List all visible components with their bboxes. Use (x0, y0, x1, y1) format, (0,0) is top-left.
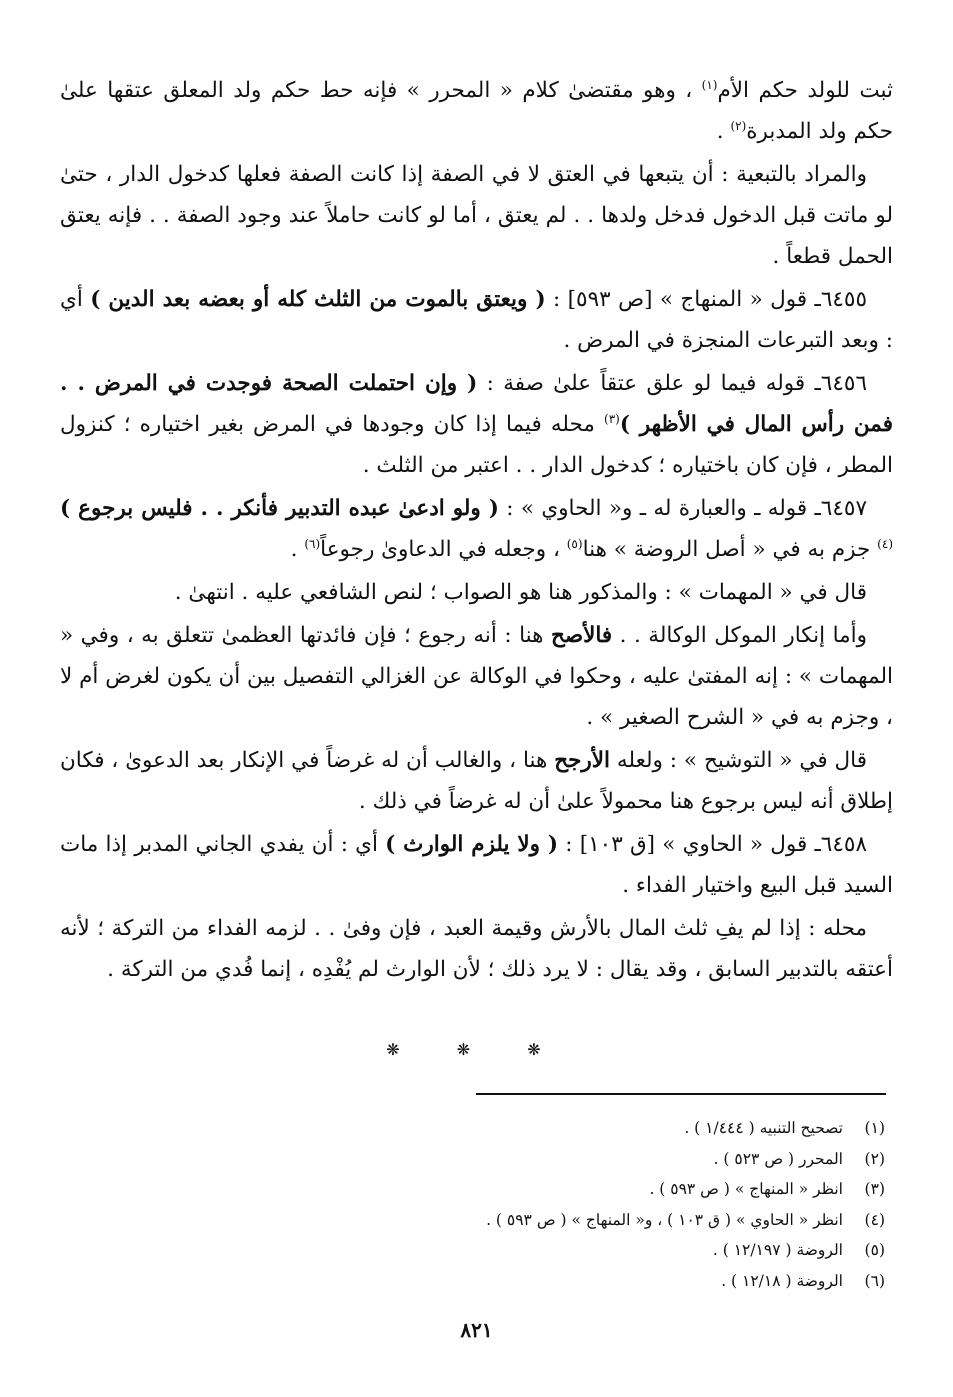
paragraph-6458 (60, 824, 893, 906)
quoted-text-bold: ( وإن احتملت الصحة فوجدت في المرض . . فمن رأس المال في الأظهر ) (60, 371, 893, 437)
footnote-text: انظر « الحاوي » ( ق ١٠٣ ) ، و« المنهاج » ( ص ٥٩٣ ) . (486, 1210, 843, 1229)
paragraph-muhimmat: قال في « المهمات » : والمذكور هنا هو الصواب ؛ لنص الشافعي عليه . انتهىٰ . (174, 580, 867, 605)
page-number: ٨٢١ (460, 1318, 493, 1342)
term-bold: الأرجح (554, 748, 611, 773)
footnote-number: (٤) (864, 1210, 885, 1229)
footnote-number: (٦) (864, 1271, 885, 1290)
text-run: ، وجعله في الدعاوىٰ رجوعاً (320, 537, 567, 562)
footnote-divider (476, 1093, 886, 1095)
footnote-ref-3[interactable]: (٣) (604, 411, 620, 426)
text-run: هنا ، والغالب أن له غرضاً في الإنكار بعد الدعوىٰ ، فكان إطلاق أنه ليس برجوع هنا محمولاً علىٰ أن له غرضاً في ذلك . (60, 748, 893, 814)
footnote-ref-1[interactable]: (١) (701, 77, 718, 92)
text-run: أي : أن يفدي الجاني المدبر إذا مات السيد قبل البيع واختيار الفداء . (60, 832, 893, 898)
paragraph-1 (60, 70, 893, 152)
quoted-text-bold: ( ولو ادعىٰ عبده التدبير فأنكر . . فليس برجوع ) (60, 496, 499, 521)
footnote-ref-2[interactable]: (٢) (730, 118, 747, 133)
footnote-ref-5[interactable]: (٥) (566, 536, 583, 551)
footnote-text: الروضة ( ١٢/١٩٧ ) . (712, 1241, 843, 1259)
main-text (60, 70, 893, 992)
footnote-1 (325, 1113, 885, 1144)
text-run: ثبت للولد حكم الأم (717, 78, 893, 103)
footnote-text: المحرر ( ص ٥٢٣ ) . (713, 1149, 843, 1168)
footnote-text: الروضة ( ١٢/١٨ ) . (721, 1271, 843, 1290)
footnote-2 (325, 1144, 885, 1175)
text-run: ٦٤٥٨ـ قول « الحاوي » [ق ١٠٣] : (558, 832, 867, 857)
footnote-number: (٢) (864, 1149, 885, 1168)
paragraph-mahalluhu: محله : إذا لم يفِ ثلث المال بالأرش وقيمة العبد ، فإن وفىٰ . . لزمه الفداء من التركة ؛ لأنه أعتقه بالتدبير السابق ، وقد يقال : لا يرد ذلك ؛ لأن الوارث لم يُفْدِه ، إنما فُدي من التركة . (60, 916, 893, 982)
footnote-text: انظر « المنهاج » ( ص ٥٩٣ ) . (649, 1180, 843, 1198)
text-run: قال في « التوشيح » : ولعله (610, 748, 867, 773)
text-run: ، وهو مقتضىٰ كلام « المحرر » فإنه حط حكم ولد المعلق عتقها علىٰ حكم ولد المدبرة (60, 78, 893, 144)
quoted-text-bold: ( ويعتق بالموت من الثلث كله أو بعضه بعد الدين ) (90, 287, 546, 312)
footnote-5 (325, 1235, 885, 1266)
text-run: محله فيما إذا كان وجودها في المرض بغير اختياره ؛ كنزول المطر ، فإن كان باختياره ؛ كدخول الدار . . اعتبر من الثلث . (60, 412, 893, 478)
footnote-ref-4[interactable]: (٤) (877, 536, 893, 551)
quoted-text-bold: ( ولا يلزم الوارث ) (385, 832, 559, 857)
text-run: ٦٤٥٥ـ قول « المنهاج » [ص ٥٩٣] : (545, 287, 868, 312)
footnote-text: تصحيح التنبيه ( ١/٤٤٤ ) . (684, 1119, 843, 1137)
text-run: ٦٤٥٧ـ قوله ـ والعبارة له ـ و« الحاوي » : (498, 496, 867, 521)
footnote-number: (٣) (864, 1180, 885, 1198)
term-bold: فالأصح (550, 623, 613, 648)
footnote-number: (٥) (864, 1241, 885, 1259)
footnote-3 (325, 1174, 885, 1205)
paragraph-wakala (60, 615, 893, 738)
paragraph-6455 (60, 279, 893, 361)
text-run: وأما إنكار الموكل الوكالة . . (612, 623, 867, 648)
text-run: ٦٤٥٦ـ قوله فيما لو علق عتقاً علىٰ صفة : (477, 371, 867, 396)
text-run: جزم به في « أصل الروضة » هنا (582, 537, 878, 562)
footnotes (325, 1113, 885, 1296)
text-run: . (290, 537, 305, 562)
paragraph-tawshih (60, 740, 893, 822)
text-run: . (716, 119, 731, 144)
text-run: هنا : أنه رجوع ؛ فإن فائدتها العظمىٰ تتعلق به ، وفي « المهمات » : إنه المفتىٰ عليه ، وحكوا في الوكالة عن الغزالي التفصيل بين أن يكون لغرض أم لا ، وجزم به في « الشرح الصغير » . (60, 623, 893, 730)
text-run: أي : وبعد التبرعات المنجزة في المرض . (60, 287, 893, 353)
paragraph-6457 (60, 488, 893, 570)
footnote-6 (325, 1266, 885, 1297)
footnote-4 (325, 1205, 885, 1236)
section-separator: ❋ ❋ ❋ (386, 1040, 567, 1059)
paragraph-2: والمراد بالتبعية : أن يتبعها في العتق لا في الصفة إذا كانت الصفة فعلها كدخول الدار ، حتىٰ لو ماتت قبل الدخول فدخل ولدها . . لم يعتق ، أما لو كانت حاملاً عند وجود الصفة . . فإنه يعتق الحمل قطعاً . (60, 162, 893, 269)
footnote-number: (١) (864, 1119, 885, 1137)
paragraph-6456 (60, 363, 893, 486)
footnote-ref-6[interactable]: (٦) (304, 536, 321, 551)
